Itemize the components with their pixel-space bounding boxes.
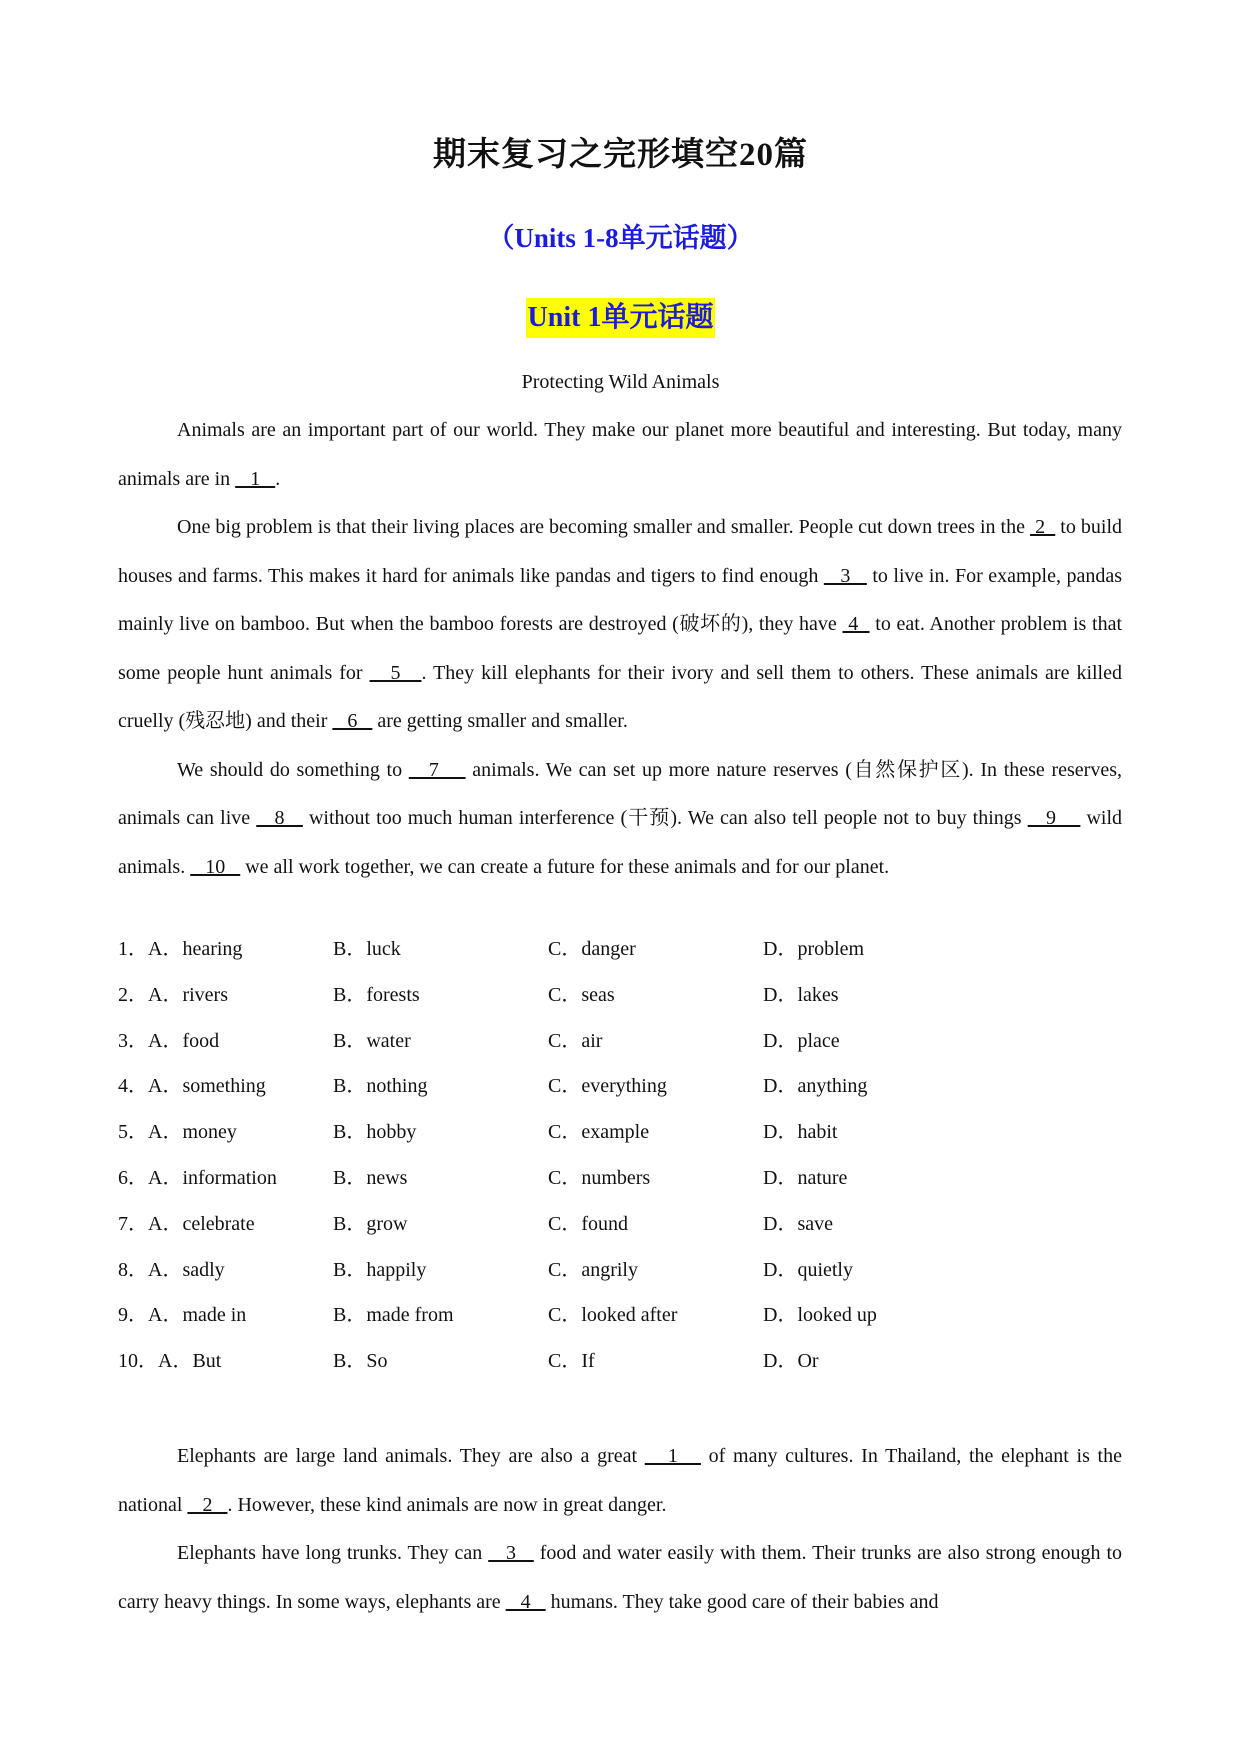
paragraph-text: We should do something to bbox=[177, 758, 409, 781]
question-row bbox=[118, 1115, 1122, 1161]
paragraph-text: we all work together, we can create a future for these animals and for our planet. bbox=[240, 855, 890, 878]
option-text: A．money bbox=[148, 1121, 237, 1144]
option-b: B．So bbox=[333, 1350, 388, 1373]
paragraph-text: Elephants are large land animals. They are also a great bbox=[177, 1445, 645, 1467]
question-number: 8． bbox=[118, 1258, 148, 1281]
paragraph-text: Elephants have long trunks. They can bbox=[177, 1542, 489, 1564]
option-d: D．habit bbox=[763, 1121, 838, 1144]
option-a bbox=[118, 1024, 219, 1053]
blank-10: 10 bbox=[190, 855, 241, 878]
paragraph-text: to live in. For example, pandas mainly live on bamboo. But when the bamboo forests are destroyed (破坏的), they have bbox=[118, 564, 1123, 635]
option-a bbox=[118, 1298, 246, 1327]
blank-2: 2 bbox=[187, 1493, 228, 1516]
paragraph-text: . They kill elephants for their ivory and sell them to others. These animals are killed cruelly (残忍地) and their bbox=[118, 661, 1122, 732]
paragraph-text: are getting smaller and smaller. bbox=[372, 710, 628, 732]
option-a bbox=[118, 932, 242, 961]
option-c: C．example bbox=[548, 1121, 650, 1144]
question-row bbox=[118, 1161, 1122, 1207]
option-c: C．found bbox=[548, 1212, 628, 1235]
blank-4: 4 bbox=[505, 1590, 546, 1613]
option-c: C．seas bbox=[548, 983, 615, 1006]
blank-1: 1 bbox=[235, 467, 276, 490]
paragraph-1 bbox=[118, 406, 1122, 503]
paragraph-text: of many cultures. In Thailand, the elephant is the national bbox=[118, 1445, 1122, 1516]
option-d: D．looked up bbox=[763, 1304, 877, 1327]
option-b: B．nothing bbox=[333, 1075, 428, 1098]
blank-5: 5 bbox=[369, 661, 422, 684]
blank-3: 3 bbox=[488, 1542, 534, 1564]
blank-1: 1 bbox=[644, 1445, 701, 1467]
option-c: C．air bbox=[548, 1029, 603, 1052]
option-d: D．lakes bbox=[763, 983, 839, 1006]
option-a bbox=[118, 1253, 225, 1282]
blank-8: 8 bbox=[256, 807, 303, 829]
passage-2-body bbox=[118, 1432, 1122, 1626]
question-number: 6． bbox=[118, 1166, 148, 1189]
option-b: B．luck bbox=[333, 938, 401, 960]
passage-title: Protecting Wild Animals bbox=[521, 371, 720, 393]
blank-2: 2 bbox=[1030, 516, 1056, 538]
paragraph-text: to eat. Another problem is that some people hunt animals for bbox=[118, 613, 1123, 684]
option-text: A．celebrate bbox=[148, 1212, 255, 1235]
option-a bbox=[118, 1115, 237, 1144]
question-number: 3． bbox=[118, 1029, 148, 1052]
option-b: B．water bbox=[333, 1029, 411, 1052]
blank-7: 7 bbox=[408, 758, 466, 781]
option-d: D．Or bbox=[763, 1350, 819, 1373]
option-c: C．danger bbox=[548, 938, 636, 960]
option-b: B．grow bbox=[333, 1212, 408, 1235]
question-row bbox=[118, 978, 1122, 1024]
option-d: D．anything bbox=[763, 1075, 868, 1098]
option-b: B．made from bbox=[333, 1304, 454, 1327]
option-text: A．made in bbox=[148, 1304, 247, 1327]
option-b: B．news bbox=[333, 1166, 408, 1189]
question-number: 10． bbox=[118, 1350, 158, 1373]
blank-4: 4 bbox=[842, 613, 870, 635]
paragraph-text: food and water easily with them. Their trunks are also strong enough to carry heavy things. In some ways, elephants are bbox=[118, 1542, 1123, 1613]
option-text: A．rivers bbox=[148, 983, 228, 1006]
option-text: A．something bbox=[148, 1075, 266, 1098]
question-options bbox=[118, 932, 1122, 1390]
option-d: D．nature bbox=[763, 1166, 848, 1189]
option-text: A．sadly bbox=[148, 1258, 225, 1281]
question-row bbox=[118, 1298, 1122, 1344]
option-text: A．food bbox=[148, 1029, 220, 1052]
option-c: C．looked after bbox=[548, 1304, 678, 1327]
option-b: B．hobby bbox=[333, 1121, 417, 1144]
blank-3: 3 bbox=[823, 564, 867, 587]
question-row bbox=[118, 1253, 1122, 1299]
option-c: C．numbers bbox=[548, 1166, 651, 1189]
option-a bbox=[118, 1207, 255, 1236]
question-number: 5． bbox=[118, 1121, 148, 1144]
paragraph-text: . However, these kind animals are now in great danger. bbox=[227, 1493, 667, 1516]
option-a bbox=[118, 1344, 221, 1373]
paragraph-text: animals. We can set up more nature reserves (自然保护区). In these reserves, animals can live bbox=[118, 758, 1122, 829]
option-d: D．place bbox=[763, 1029, 840, 1052]
question-row bbox=[118, 1207, 1122, 1253]
option-text: A．information bbox=[148, 1166, 277, 1189]
option-d: D．save bbox=[763, 1212, 833, 1235]
option-d: D．quietly bbox=[763, 1258, 853, 1281]
option-text: A．But bbox=[158, 1350, 222, 1373]
option-d: D．problem bbox=[763, 938, 865, 960]
passage-1-body bbox=[118, 406, 1122, 891]
paragraph-text: humans. They take good care of their babies and bbox=[545, 1590, 939, 1613]
paragraph-1 bbox=[118, 1432, 1122, 1529]
page-title: 期末复习之完形填空20篇 bbox=[433, 137, 808, 173]
option-c: C．angrily bbox=[548, 1258, 638, 1281]
option-b: B．happily bbox=[333, 1258, 427, 1281]
option-a bbox=[118, 978, 228, 1007]
paragraph-text: to build houses and farms. This makes it hard for animals like pandas and tigers to find enough bbox=[118, 516, 1122, 587]
question-row bbox=[118, 1344, 1122, 1390]
option-b: B．forests bbox=[333, 983, 420, 1006]
option-text: A．hearing bbox=[148, 938, 243, 960]
question-number: 9． bbox=[118, 1304, 148, 1327]
paragraph-text: . bbox=[275, 467, 281, 490]
question-row bbox=[118, 1024, 1122, 1070]
blank-9: 9 bbox=[1027, 807, 1081, 829]
question-number: 1． bbox=[118, 938, 148, 960]
paragraph-text: One big problem is that their living places are becoming smaller and smaller. People cut down trees in the bbox=[177, 516, 1031, 538]
page-subtitle: （Units 1-8单元话题） bbox=[487, 223, 754, 253]
blank-6: 6 bbox=[332, 710, 373, 732]
question-row bbox=[118, 932, 1122, 978]
paragraph-text: wild animals. bbox=[118, 807, 1123, 878]
question-row bbox=[118, 1069, 1122, 1115]
question-number: 7． bbox=[118, 1212, 148, 1235]
option-c: C．If bbox=[548, 1350, 595, 1373]
option-c: C．everything bbox=[548, 1075, 667, 1098]
option-a bbox=[118, 1069, 266, 1098]
paragraph-text: Animals are an important part of our world. They make our planet more beautiful and interesting. But today, many animals are in bbox=[118, 419, 1122, 490]
unit-heading-wrap bbox=[0, 298, 1241, 338]
paragraph-text: without too much human interference (干预). We can also tell people not to buy things bbox=[302, 807, 1028, 829]
question-number: 4． bbox=[118, 1075, 148, 1098]
paragraph-2 bbox=[118, 503, 1122, 746]
unit-heading: Unit 1单元话题 bbox=[526, 298, 716, 338]
option-a bbox=[118, 1161, 277, 1190]
paragraph-2 bbox=[118, 1529, 1122, 1626]
question-number: 2． bbox=[118, 983, 148, 1006]
paragraph-3 bbox=[118, 746, 1122, 892]
